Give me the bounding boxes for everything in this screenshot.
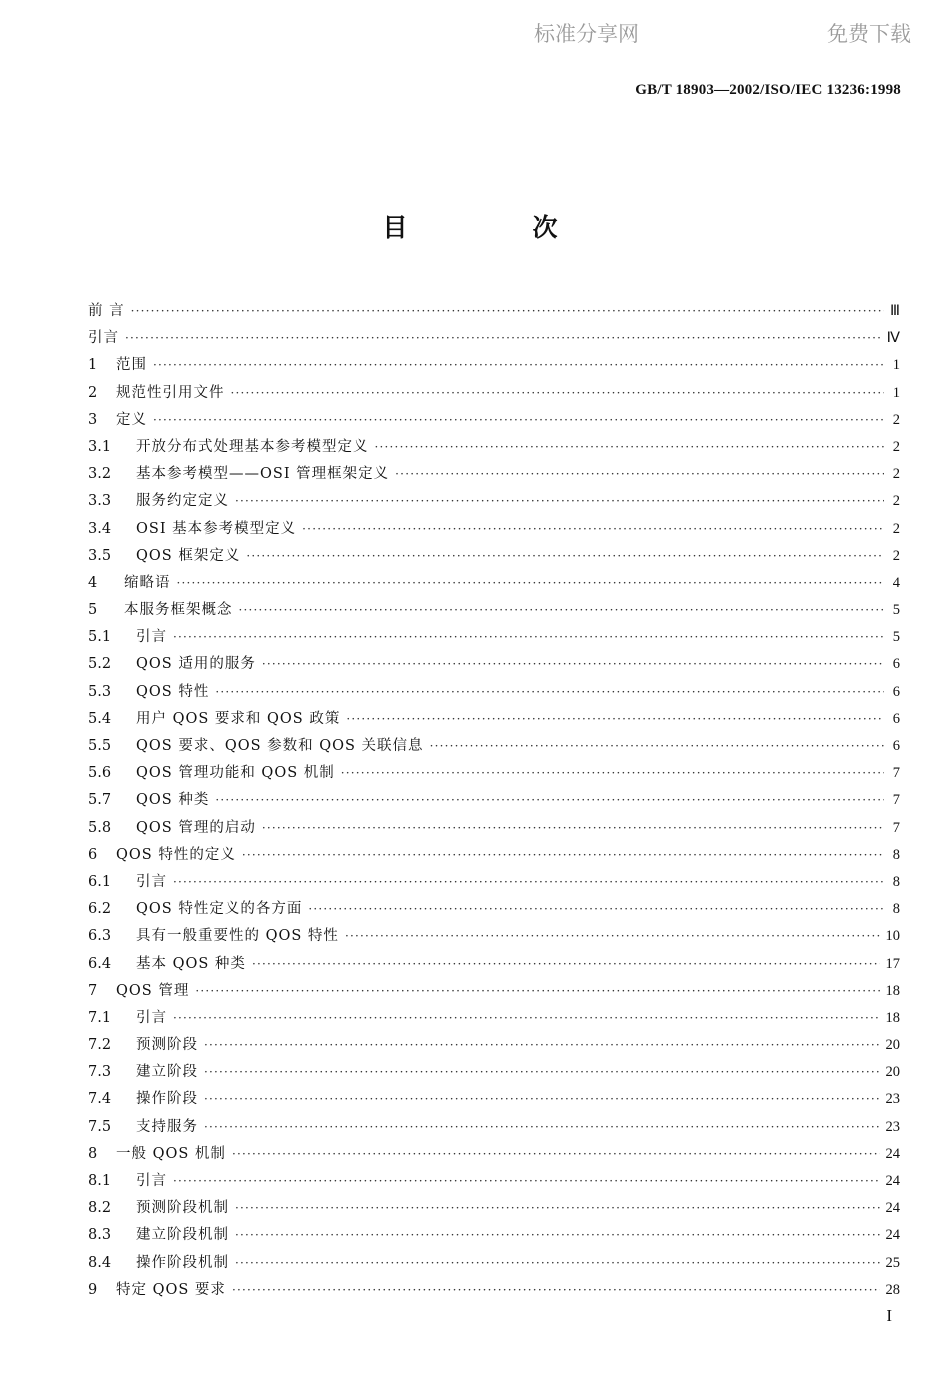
toc-entry[interactable] bbox=[88, 543, 900, 570]
toc-entry-number: 5 bbox=[88, 602, 98, 619]
toc-entry-title: 建立阶段机制 bbox=[136, 1227, 229, 1244]
toc-entry-title: 服务约定定义 bbox=[136, 493, 229, 510]
toc-entry[interactable] bbox=[88, 978, 900, 1005]
toc-entry[interactable] bbox=[88, 679, 900, 706]
toc-entry-number: 6.1 bbox=[88, 873, 112, 890]
dot-leader bbox=[215, 787, 884, 814]
toc-entry-title: 引言 bbox=[88, 330, 119, 347]
toc-entry-number: 5.1 bbox=[88, 629, 112, 646]
toc-entry-number: 3.3 bbox=[88, 493, 112, 510]
toc-entry-number: 2 bbox=[88, 384, 98, 401]
toc-entry-number: 8.2 bbox=[88, 1200, 112, 1217]
toc-entry[interactable] bbox=[88, 923, 900, 950]
toc-entry[interactable] bbox=[88, 597, 900, 624]
toc-entry-title: QOS 管理功能和 QOS 机制 bbox=[136, 765, 335, 782]
toc-entry-number: 8 bbox=[88, 1145, 98, 1162]
toc-entry-page: 6 bbox=[892, 683, 900, 700]
toc-entry-page: 24 bbox=[885, 1200, 900, 1217]
dot-leader bbox=[232, 1141, 880, 1168]
toc-entry-title: QOS 适用的服务 bbox=[136, 656, 256, 673]
toc-entry-page: 20 bbox=[885, 1064, 900, 1081]
toc-entry-number: 8.4 bbox=[88, 1254, 112, 1271]
toc-entry[interactable] bbox=[88, 733, 900, 760]
standard-code: GB/T 18903—2002/ISO/IEC 13236:1998 bbox=[635, 82, 901, 98]
toc-entry-page: 1 bbox=[892, 384, 900, 401]
table-of-contents bbox=[88, 298, 900, 1304]
toc-entry-page: 2 bbox=[892, 411, 900, 428]
toc-entry-page: 2 bbox=[892, 466, 900, 483]
dot-leader bbox=[235, 1222, 880, 1249]
toc-entry[interactable] bbox=[88, 760, 900, 787]
toc-entry-page: 23 bbox=[885, 1091, 900, 1108]
watermark-left: 标准分享网 bbox=[534, 22, 639, 46]
toc-entry-page: 7 bbox=[892, 765, 900, 782]
toc-entry-number: 3.5 bbox=[88, 547, 112, 564]
toc-entry-page: 6 bbox=[892, 738, 900, 754]
toc-entry-page: 1 bbox=[892, 357, 900, 374]
toc-entry-number: 5.6 bbox=[88, 765, 112, 782]
toc-entry-page: 10 bbox=[885, 928, 900, 945]
toc-entry-page: 2 bbox=[892, 438, 900, 455]
toc-entry-number: 7.5 bbox=[88, 1118, 112, 1135]
page-number: I bbox=[886, 1306, 892, 1325]
toc-entry-title: 引言 bbox=[136, 1009, 167, 1026]
toc-entry-number: 6.2 bbox=[88, 901, 112, 918]
toc-entry[interactable] bbox=[88, 896, 900, 923]
dot-leader bbox=[302, 516, 884, 543]
toc-entry-page: 7 bbox=[892, 819, 900, 836]
toc-entry[interactable] bbox=[88, 951, 900, 978]
toc-entry-page: 20 bbox=[885, 1037, 900, 1054]
toc-entry-title: QOS 管理的启动 bbox=[136, 819, 256, 836]
toc-entry-page: 24 bbox=[885, 1227, 900, 1244]
toc-entry-title: 预测阶段机制 bbox=[136, 1200, 229, 1217]
dot-leader bbox=[235, 1250, 880, 1277]
dot-leader bbox=[173, 869, 884, 896]
toc-entry-title: 支持服务 bbox=[136, 1118, 198, 1135]
toc-entry[interactable] bbox=[88, 869, 900, 896]
toc-entry-page: 8 bbox=[892, 873, 900, 890]
dot-leader bbox=[262, 651, 884, 678]
toc-entry-title: 基本参考模型——OSI 管理框架定义 bbox=[136, 466, 390, 483]
dot-leader bbox=[204, 1059, 880, 1086]
toc-entry-number: 5.4 bbox=[88, 710, 112, 727]
dot-leader bbox=[341, 760, 884, 787]
toc-entry-number: 7.3 bbox=[88, 1064, 112, 1081]
toc-entry[interactable] bbox=[88, 624, 900, 651]
toc-entry-number: 4 bbox=[88, 574, 98, 591]
toc-entry-title: 用户 QOS 要求和 QOS 政策 bbox=[136, 710, 341, 727]
toc-entry-number: 7.4 bbox=[88, 1091, 112, 1108]
toc-entry[interactable] bbox=[88, 434, 900, 461]
dot-leader bbox=[173, 1005, 880, 1032]
dot-leader bbox=[375, 434, 885, 461]
toc-entry-page: 7 bbox=[892, 792, 900, 809]
toc-entry[interactable] bbox=[88, 706, 900, 733]
toc-entry-number: 3.2 bbox=[88, 466, 112, 483]
toc-entry-page: 2 bbox=[892, 547, 900, 564]
toc-entry-page: 8 bbox=[892, 901, 900, 918]
toc-entry[interactable] bbox=[88, 815, 900, 842]
toc-entry-number: 3.1 bbox=[88, 438, 112, 455]
dot-leader bbox=[131, 298, 884, 325]
dot-leader bbox=[430, 733, 884, 760]
toc-entry-page: 6 bbox=[892, 656, 900, 673]
toc-entry-title: QOS 要求、QOS 参数和 QOS 关联信息 bbox=[136, 738, 424, 754]
toc-entry-number: 5.2 bbox=[88, 656, 112, 673]
toc-entry-page: 17 bbox=[885, 955, 900, 972]
toc-entry[interactable] bbox=[88, 352, 900, 379]
toc-entry-number: 9 bbox=[88, 1281, 98, 1298]
toc-entry-title: 引言 bbox=[136, 629, 167, 646]
toc-entry-title: QOS 管理 bbox=[116, 982, 190, 999]
dot-leader bbox=[215, 679, 884, 706]
watermark-right: 免费下载 bbox=[827, 22, 911, 46]
toc-entry-title: 一般 QOS 机制 bbox=[116, 1145, 226, 1162]
toc-entry-title: QOS 特性定义的各方面 bbox=[136, 901, 303, 918]
toc-entry[interactable] bbox=[88, 1222, 900, 1249]
toc-entry-title: 操作阶段 bbox=[136, 1091, 198, 1108]
toc-entry[interactable] bbox=[88, 298, 900, 325]
dot-leader bbox=[242, 842, 884, 869]
toc-entry-page: 24 bbox=[885, 1173, 900, 1189]
dot-leader bbox=[262, 815, 884, 842]
dot-leader bbox=[173, 1168, 880, 1195]
toc-entry-title: 引言 bbox=[136, 1173, 167, 1189]
toc-entry[interactable] bbox=[88, 1005, 900, 1032]
toc-entry-number: 7 bbox=[88, 982, 98, 999]
toc-entry-title: 具有一般重要性的 QOS 特性 bbox=[136, 928, 339, 945]
toc-entry-page: 5 bbox=[892, 602, 900, 619]
dot-leader bbox=[395, 461, 884, 488]
toc-entry[interactable] bbox=[88, 488, 900, 515]
page-title: 目 次 bbox=[382, 213, 608, 242]
toc-entry-number: 7.1 bbox=[88, 1009, 112, 1026]
toc-entry-title: OSI 基本参考模型定义 bbox=[136, 520, 297, 537]
toc-entry-number: 5.5 bbox=[88, 738, 112, 754]
toc-entry-title: 规范性引用文件 bbox=[116, 384, 225, 401]
dot-leader bbox=[345, 923, 880, 950]
toc-entry[interactable] bbox=[88, 407, 900, 434]
dot-leader bbox=[308, 896, 884, 923]
dot-leader bbox=[177, 570, 885, 597]
toc-entry-title: 本服务框架概念 bbox=[124, 602, 233, 619]
dot-leader bbox=[195, 978, 879, 1005]
toc-entry-page: 23 bbox=[885, 1118, 900, 1135]
toc-entry-number: 1 bbox=[88, 357, 98, 374]
toc-entry-title: QOS 特性的定义 bbox=[116, 846, 236, 863]
dot-leader bbox=[204, 1114, 880, 1141]
toc-entry-number: 8.1 bbox=[88, 1173, 112, 1189]
toc-entry-title: QOS 特性 bbox=[136, 683, 210, 700]
dot-leader bbox=[232, 1277, 880, 1304]
toc-entry[interactable] bbox=[88, 1250, 900, 1277]
toc-entry-title: 范围 bbox=[116, 357, 147, 374]
toc-entry[interactable] bbox=[88, 1141, 900, 1168]
toc-entry[interactable] bbox=[88, 570, 900, 597]
toc-entry-number: 5.8 bbox=[88, 819, 112, 836]
toc-entry[interactable] bbox=[88, 651, 900, 678]
toc-entry-page: Ⅳ bbox=[886, 330, 900, 347]
dot-leader bbox=[246, 543, 884, 570]
dot-leader bbox=[125, 325, 881, 352]
toc-entry-title: 特定 QOS 要求 bbox=[116, 1281, 226, 1298]
toc-entry[interactable] bbox=[88, 1168, 900, 1195]
toc-entry-page: 25 bbox=[885, 1254, 900, 1271]
toc-entry-number: 3.4 bbox=[88, 520, 112, 537]
toc-entry[interactable] bbox=[88, 1277, 900, 1304]
toc-entry[interactable] bbox=[88, 325, 900, 352]
toc-entry-title: 基本 QOS 种类 bbox=[136, 955, 246, 972]
dot-leader bbox=[173, 624, 884, 651]
toc-entry-title: 建立阶段 bbox=[136, 1064, 198, 1081]
toc-entry[interactable] bbox=[88, 380, 900, 407]
toc-entry-page: 24 bbox=[885, 1145, 900, 1162]
toc-entry-page: 8 bbox=[892, 846, 900, 863]
dot-leader bbox=[153, 352, 884, 379]
dot-leader bbox=[235, 1195, 880, 1222]
toc-entry[interactable] bbox=[88, 1086, 900, 1113]
toc-entry-title: 操作阶段机制 bbox=[136, 1254, 229, 1271]
dot-leader bbox=[239, 597, 885, 624]
toc-entry-title: 定义 bbox=[116, 411, 147, 428]
toc-entry-title: 预测阶段 bbox=[136, 1037, 198, 1054]
toc-entry[interactable] bbox=[88, 842, 900, 869]
dot-leader bbox=[153, 407, 884, 434]
dot-leader bbox=[204, 1032, 880, 1059]
toc-entry-number: 6 bbox=[88, 846, 98, 863]
toc-entry-number: 8.3 bbox=[88, 1227, 112, 1244]
dot-leader bbox=[252, 951, 880, 978]
toc-entry[interactable] bbox=[88, 1114, 900, 1141]
toc-entry-title: QOS 种类 bbox=[136, 792, 210, 809]
toc-entry-page: 28 bbox=[885, 1281, 900, 1298]
dot-leader bbox=[346, 706, 884, 733]
dot-leader bbox=[235, 488, 884, 515]
toc-entry-page: 2 bbox=[892, 520, 900, 537]
toc-entry-title: 缩略语 bbox=[124, 574, 171, 591]
dot-leader bbox=[231, 380, 885, 407]
toc-entry[interactable] bbox=[88, 1195, 900, 1222]
toc-entry-title: 开放分布式处理基本参考模型定义 bbox=[136, 438, 369, 455]
dot-leader bbox=[204, 1086, 880, 1113]
toc-entry-number: 3 bbox=[88, 411, 98, 428]
toc-entry-title: QOS 框架定义 bbox=[136, 547, 241, 564]
toc-entry[interactable] bbox=[88, 461, 900, 488]
toc-entry-number: 5.3 bbox=[88, 683, 112, 700]
toc-entry[interactable] bbox=[88, 516, 900, 543]
toc-entry-title: 前 言 bbox=[88, 303, 125, 319]
toc-entry-page: Ⅲ bbox=[890, 303, 900, 319]
toc-entry-page: 4 bbox=[892, 574, 900, 591]
toc-entry-page: 5 bbox=[892, 629, 900, 646]
toc-entry[interactable] bbox=[88, 1059, 900, 1086]
toc-entry[interactable] bbox=[88, 1032, 900, 1059]
toc-entry-number: 6.4 bbox=[88, 955, 112, 972]
toc-entry-page: 18 bbox=[885, 982, 900, 999]
toc-entry-title: 引言 bbox=[136, 873, 167, 890]
toc-entry-page: 18 bbox=[885, 1009, 900, 1026]
toc-entry-number: 6.3 bbox=[88, 928, 112, 945]
toc-entry-page: 2 bbox=[892, 493, 900, 510]
toc-entry-number: 5.7 bbox=[88, 792, 112, 809]
toc-entry[interactable] bbox=[88, 787, 900, 814]
toc-entry-page: 6 bbox=[892, 710, 900, 727]
toc-entry-number: 7.2 bbox=[88, 1037, 112, 1054]
